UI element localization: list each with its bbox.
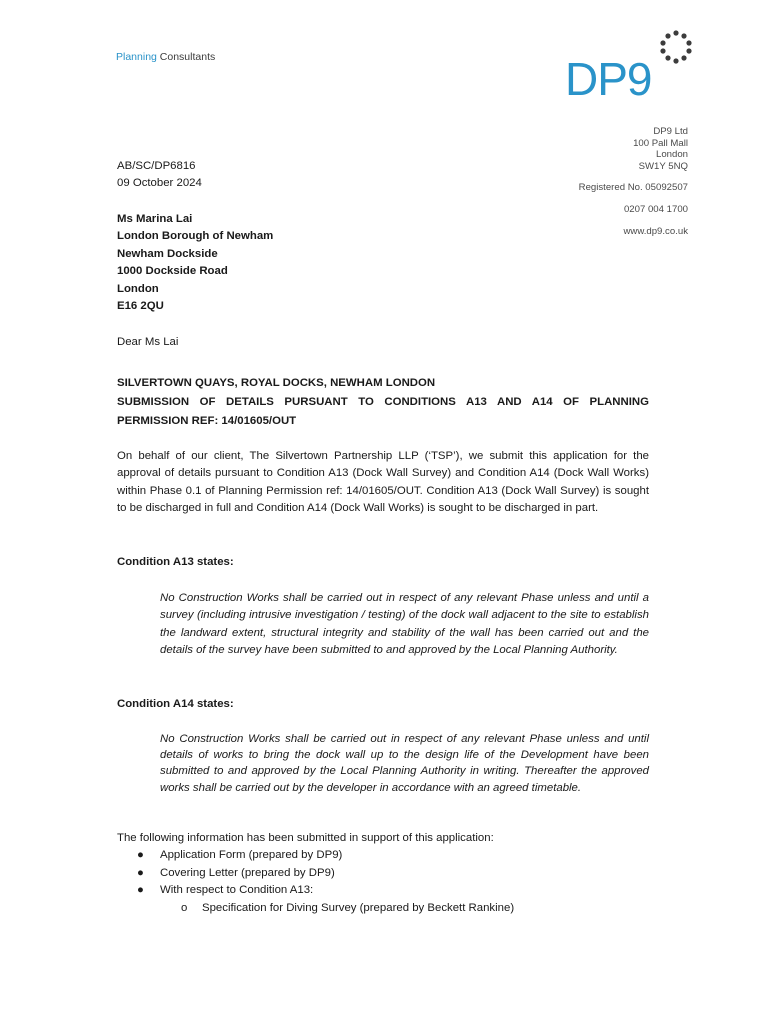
subject-line-1: SILVERTOWN QUAYS, ROYAL DOCKS, NEWHAM LONDON — [117, 377, 436, 389]
company-phone: 0207 004 1700 — [623, 203, 688, 215]
circle-bullet-icon: o — [181, 901, 188, 914]
condition-a13-title: Condition A13 states: — [117, 556, 234, 568]
salutation: Dear Ms Lai — [117, 336, 179, 348]
sub-docs-list — [117, 900, 649, 917]
addressee-block — [117, 211, 273, 315]
registered-number: Registered No. 05092507 — [578, 182, 688, 194]
addressee-line: 1000 Dockside Road — [117, 265, 228, 278]
intro-paragraph: On behalf of our client, The Silvertown Partnership LLP (‘TSP’), we submit this application for the approval of details pursuant to Condition A13 (Dock Wall Survey) and Condition A14 (Dock Wall Works) within Phase 0.1 of Planning Permission ref: 14/01605/OUT. Condition A13 (Dock Wall Survey) is sought to be discharged in full and Condition A14 (Dock Wall Works) is sought to be discharged in part. — [117, 450, 649, 515]
supporting-info — [117, 830, 649, 917]
logo-text: DP9 — [565, 53, 652, 100]
company-name: DP9 Ltd — [653, 126, 688, 137]
tagline-highlight: Planning — [116, 51, 157, 63]
supporting-docs-list — [117, 847, 649, 899]
bullet-icon: ● — [137, 849, 144, 862]
letter-date: 09 October 2024 — [117, 177, 202, 190]
addressee-line: London — [117, 282, 159, 295]
tagline — [116, 51, 215, 63]
condition-a13-text: No Construction Works shall be carried out in respect of any relevant Phase unless and until a survey (including intrusive investigation / testing) of the dock wall adjacent to the site to establish the landward extent, structural integrity and stability of the wall has been carried out and the details of the survey have been submitted to and approved by the Local Planning Authority. — [160, 592, 649, 657]
reference-block — [117, 158, 202, 193]
condition-a14-title: Condition A14 states: — [117, 698, 234, 710]
addressee-line: Ms Marina Lai — [117, 213, 193, 225]
subject-line-2: SUBMISSION OF DETAILS PURSUANT TO CONDITIONS A13 AND A14 OF PLANNING PERMISSION REF: 14/01605/OUT — [117, 396, 649, 427]
company-details — [579, 126, 688, 237]
bullet-icon: ● — [137, 884, 144, 897]
company-address-line: 100 Pall Mall — [633, 137, 688, 149]
subject-heading — [117, 374, 649, 431]
addressee-line: London Borough of Newham — [117, 230, 274, 243]
company-address-line: SW1Y 5NQ — [638, 160, 688, 172]
addressee-line: Newham Dockside — [117, 247, 218, 260]
dp9-logo — [563, 28, 695, 100]
list-item: ● Application Form (prepared by DP9) — [117, 847, 649, 864]
list-item: ● Covering Letter (prepared by DP9) — [117, 865, 649, 882]
company-address-line: London — [655, 149, 688, 161]
sub-list-item: o Specification for Diving Survey (prepared by Beckett Rankine) — [117, 900, 649, 917]
bullet-icon: ● — [137, 866, 144, 879]
addressee-line: E16 2QU — [117, 300, 164, 313]
list-item: ● With respect to Condition A13: — [117, 882, 649, 899]
condition-a14-text: No Construction Works shall be carried out in respect of any relevant Phase unless and until details of works to bring the dock wall up to the design life of the Development have been submitted to and approved by the Local Planning Authority in writing. Thereafter the approved works shall be carried out by the developer in accordance with an agreed timetable. — [160, 733, 649, 794]
company-website: www.dp9.co.uk — [623, 225, 688, 237]
reference-code: AB/SC/DP6816 — [117, 160, 196, 172]
logo-dots-icon — [660, 30, 691, 63]
tagline-rest: Consultants — [159, 51, 216, 63]
supporting-info-lead: The following information has been submitted in support of this application: — [117, 832, 494, 844]
